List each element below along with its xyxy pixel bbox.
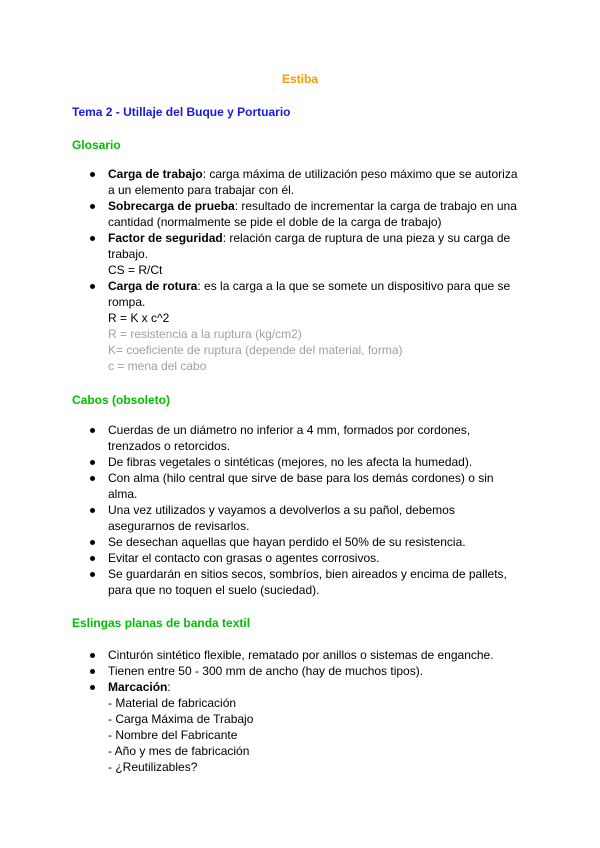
list-item — [90, 166, 530, 198]
list-item: Marcación: - Material de fabricación - Carga Máxima de Trabajo - Nombre del Fabricante - Año y mes de fabricación - ¿Reutilizables? — [90, 679, 530, 775]
glossary-term: Carga de trabajo — [108, 167, 203, 181]
glossary-definition-cont: trabajo. — [108, 247, 149, 261]
bullet-icon — [90, 508, 95, 513]
glossary-definition: : carga máxima de utilización peso máximo que se autoriza — [202, 167, 518, 181]
marcacion-item: - Año y mes de fabricación — [108, 744, 250, 758]
list-item: Se desechan aquellas que hayan perdido el 50% de su resistencia. — [90, 534, 530, 550]
list-item: De fibras vegetales o sintéticas (mejores, no les afecta la humedad). — [90, 454, 530, 470]
list-item — [90, 198, 530, 230]
glossary-term: Carga de rotura — [108, 279, 198, 293]
eslingas-heading: Eslingas planas de banda textil — [72, 616, 251, 630]
cabos-heading: Cabos (obsoleto) — [72, 393, 170, 407]
bullet-icon — [90, 172, 95, 177]
list-item: Cinturón sintético flexible, rematado por anillos o sistemas de enganche. — [90, 647, 530, 663]
formula: R = K x c^2 — [108, 311, 170, 325]
topic-heading: Tema 2 - Utillaje del Buque y Portuario — [72, 105, 291, 119]
bullet-icon — [90, 540, 95, 545]
formula: CS = R/Ct — [108, 263, 163, 277]
list-item: Cuerdas de un diámetro no inferior a 4 mm, formados por cordones, trenzados o retorcidos. — [90, 422, 530, 454]
formula-note: R = resistencia a la ruptura (kg/cm2) — [108, 327, 302, 341]
bullet-icon — [90, 204, 95, 209]
marcacion-item: - Nombre del Fabricante — [108, 728, 238, 742]
bullet-icon — [90, 476, 95, 481]
glossary-definition-cont: cantidad (normalmente se pide el doble de la carga de trabajo) — [108, 215, 442, 229]
bullet-icon — [90, 572, 95, 577]
bullet-icon — [90, 669, 95, 674]
list-item — [90, 278, 530, 374]
list-item — [90, 230, 530, 278]
list-item: Una vez utilizados y vayamos a devolverlos a su pañol, debemos asegurarnos de revisarlos. — [90, 502, 530, 534]
glossary-definition: : es la carga a la que se somete un dispositivo para que se — [197, 279, 511, 293]
bullet-icon — [90, 653, 95, 658]
marcacion-item: - ¿Reutilizables? — [108, 760, 198, 774]
cabos-list — [90, 422, 530, 598]
glossary-definition: : relación carga de ruptura de una pieza y su carga de — [222, 231, 511, 245]
glossary-definition-cont: rompa. — [108, 295, 146, 309]
glosario-list — [90, 166, 530, 374]
glossary-term: Factor de seguridad — [108, 231, 223, 245]
glosario-heading: Glosario — [72, 138, 121, 152]
list-item: Con alma (hilo central que sirve de base para los demás cordones) o sin alma. — [90, 470, 530, 502]
glossary-definition: : resultado de incrementar la carga de trabajo en una — [234, 199, 517, 213]
formula-note: c = mena del cabo — [108, 359, 207, 373]
bullet-icon — [90, 685, 95, 690]
formula-note: K= coeficiente de ruptura (depende del material, forma) — [108, 343, 403, 357]
list-item: Tienen entre 50 - 300 mm de ancho (hay de muchos tipos). — [90, 663, 530, 679]
document-title: Estiba — [281, 72, 318, 86]
marcacion-item: - Material de fabricación — [108, 696, 237, 710]
marcacion-item: - Carga Máxima de Trabajo — [108, 712, 254, 726]
marcacion-term: Marcación — [108, 680, 168, 694]
eslingas-list — [90, 647, 530, 775]
glossary-term: Sobrecarga de prueba — [108, 199, 235, 213]
bullet-icon — [90, 428, 95, 433]
list-item: Se guardarán en sitios secos, sombríos, bien aireados y encima de pallets, para que no toquen el suelo (suciedad). — [90, 566, 530, 598]
list-item: Evitar el contacto con grasas o agentes corrosivos. — [90, 550, 530, 566]
bullet-icon — [90, 236, 95, 241]
bullet-icon — [90, 556, 95, 561]
bullet-icon — [90, 284, 95, 289]
glossary-definition-cont: a un elemento para trabajar con él. — [108, 183, 295, 197]
bullet-icon — [90, 460, 95, 465]
